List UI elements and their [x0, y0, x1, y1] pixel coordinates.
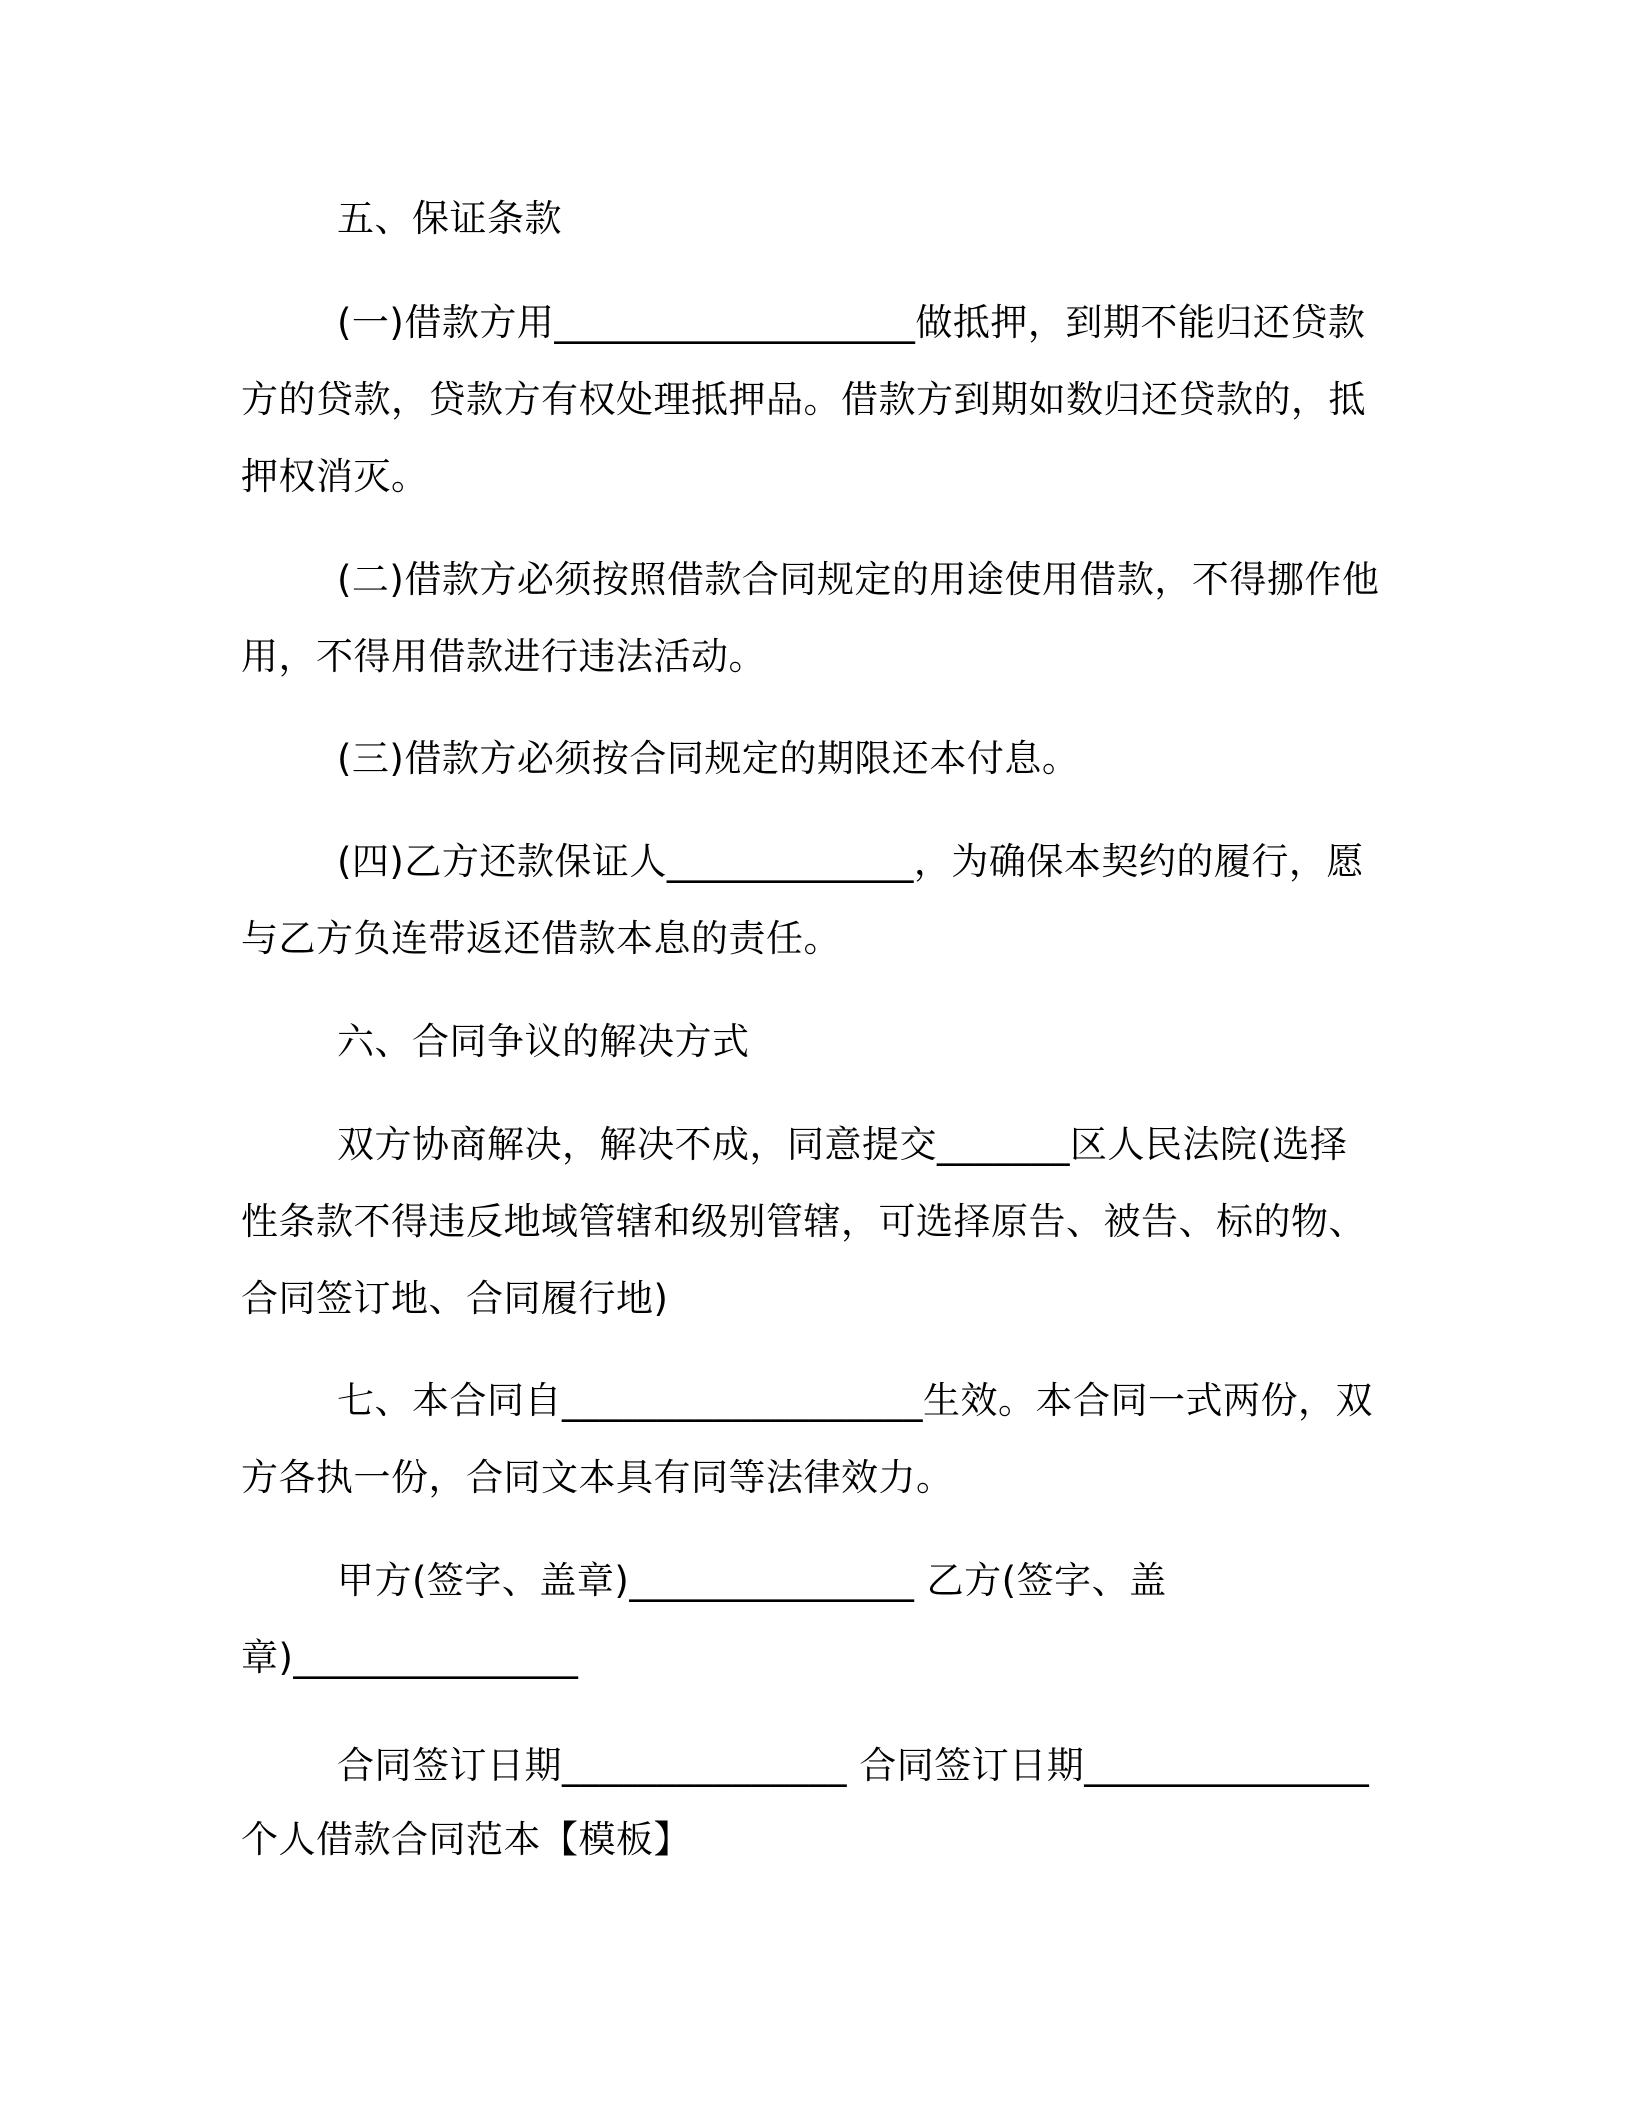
clause-2-line-2: 用，不得用借款进行违法活动。	[241, 635, 766, 678]
signature-line-1: 甲方(签字、盖章)_______________ 乙方(签字、盖	[337, 1559, 1167, 1602]
clause-1-line-2: 方的贷款，贷款方有权处理抵押品。借款方到期如数归还贷款的，抵	[241, 378, 1366, 421]
section-5-heading: 五、保证条款	[337, 197, 562, 240]
signature-line-2: 章)_______________	[241, 1636, 579, 1679]
clause-4-line-2: 与乙方负连带返还借款本息的责任。	[241, 917, 841, 960]
clause-1-line-1: (一)借款方用___________________做抵押，到期不能归还贷款	[337, 301, 1366, 344]
clause-1-line-3: 押权消灭。	[241, 455, 429, 498]
section-6-line-1: 双方协商解决，解决不成，同意提交_______区人民法院(选择	[337, 1123, 1348, 1166]
section-6-line-2: 性条款不得违反地域管辖和级别管辖，可选择原告、被告、标的物、	[241, 1200, 1366, 1243]
section-7-line-1: 七、本合同自___________________生效。本合同一式两份，双	[337, 1379, 1373, 1422]
signing-date-line: 合同签订日期_______________ 合同签订日期_______________	[337, 1744, 1370, 1787]
section-6-line-3: 合同签订地、合同履行地)	[241, 1277, 669, 1320]
next-document-title: 个人借款合同范本【模板】	[241, 1818, 691, 1861]
section-6-heading: 六、合同争议的解决方式	[337, 1020, 750, 1063]
section-7-line-2: 方各执一份，合同文本具有同等法律效力。	[241, 1456, 954, 1499]
clause-3-line-1: (三)借款方必须按合同规定的期限还本付息。	[337, 737, 1080, 780]
clause-2-line-1: (二)借款方必须按照借款合同规定的用途使用借款，不得挪作他	[337, 558, 1380, 601]
clause-4-line-1: (四)乙方还款保证人_____________，为确保本契约的履行，愿	[337, 840, 1364, 883]
